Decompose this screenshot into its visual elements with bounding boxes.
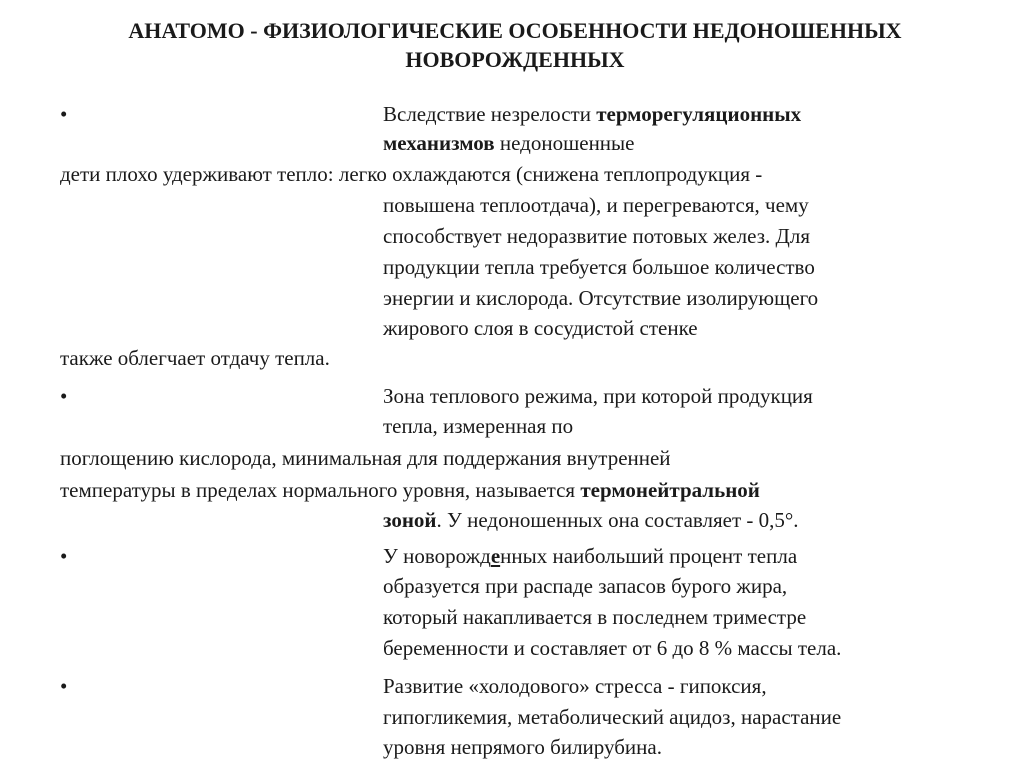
title-line-2: НОВОРОЖДЕННЫХ bbox=[405, 47, 625, 72]
bullet-3: • bbox=[60, 544, 68, 568]
p1-line-4: повышена теплоотдача), и перегреваются, чему bbox=[383, 193, 809, 217]
bullet-1: • bbox=[60, 102, 68, 126]
p1-line-7: энергии и кислорода. Отсутствие изолирующего bbox=[383, 286, 819, 310]
p1-line-1: Вследствие незрелости терморегуляционных bbox=[383, 102, 802, 126]
title-line-1: АНАТОМО - ФИЗИОЛОГИЧЕСКИЕ ОСОБЕННОСТИ НЕДОНОШЕННЫХ bbox=[128, 18, 902, 43]
p1-line-8: жирового слоя в сосудистой стенке bbox=[383, 316, 698, 340]
p2-line-3: поглощению кислорода, минимальная для поддержания внутренней bbox=[60, 446, 671, 470]
p3-line-2: образуется при распаде запасов бурого жира, bbox=[383, 574, 788, 598]
p1-line-2: механизмов недоношенные bbox=[383, 131, 635, 155]
p4-line-2: гипогликемия, метаболический ацидоз, нарастание bbox=[383, 705, 842, 729]
page-title bbox=[40, 16, 990, 74]
p2-line-5: зоной. У недоношенных она составляет - 0,5°. bbox=[383, 508, 799, 532]
bullet-2: • bbox=[60, 384, 68, 408]
p4-line-3: уровня непрямого билирубина. bbox=[383, 735, 662, 759]
p1-line-3: дети плохо удерживают тепло: легко охлаждаются (снижена теплопродукция - bbox=[60, 162, 763, 186]
p2-line-1: Зона теплового режима, при которой продукция bbox=[383, 384, 813, 408]
p1-line-6: продукции тепла требуется большое количество bbox=[383, 255, 815, 279]
p3-line-4: беременности и составляет от 6 до 8 % массы тела. bbox=[383, 636, 842, 660]
p4-line-1: Развитие «холодового» стресса - гипоксия, bbox=[383, 674, 767, 698]
p2-line-4: температуры в пределах нормального уровня, называется термонейтральной bbox=[60, 478, 760, 502]
p3-line-1: У новорожденных наибольший процент тепла bbox=[383, 544, 798, 568]
p1-line-9: также облегчает отдачу тепла. bbox=[60, 346, 330, 370]
p1-line-5: способствует недоразвитие потовых желез. Для bbox=[383, 224, 810, 248]
p3-line-3: который накапливается в последнем триместре bbox=[383, 605, 807, 629]
bullet-4: • bbox=[60, 674, 68, 698]
p2-line-2: тепла, измеренная по bbox=[383, 414, 574, 438]
